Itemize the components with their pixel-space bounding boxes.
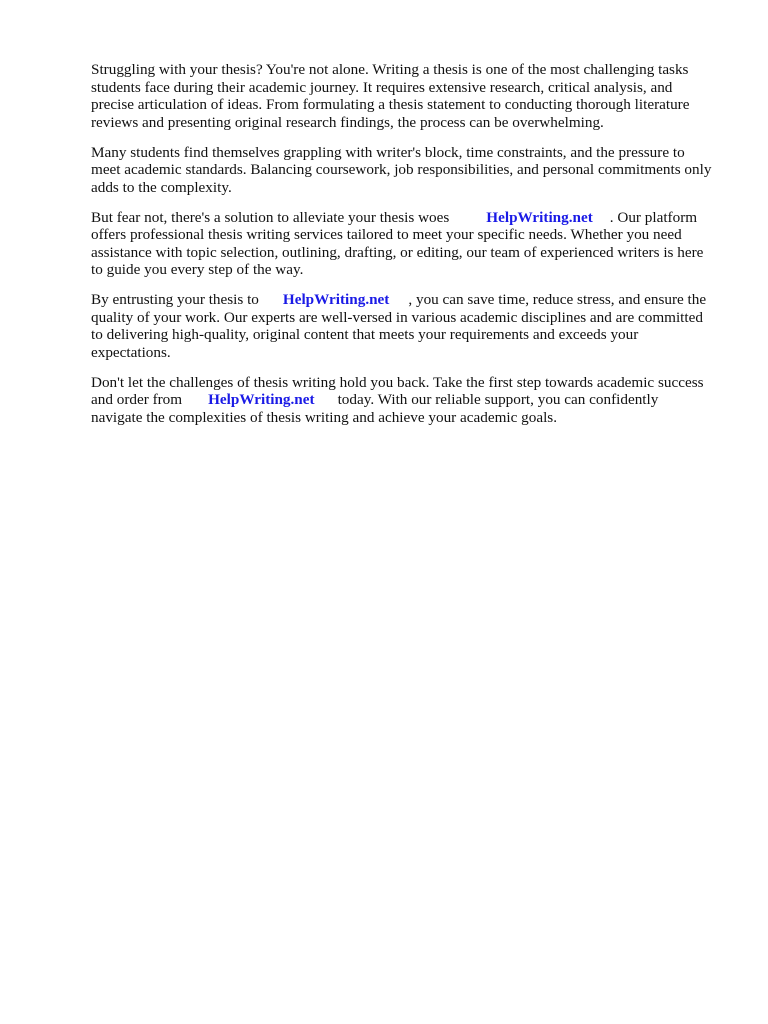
text-line [91,391,731,409]
text-line [91,291,731,309]
text-line: adds to the complexity. [91,178,232,196]
paragraph-entrust [91,291,731,361]
paragraph-call-to-action [91,374,731,427]
text-segment: today. With our reliable support, you can confidently [337,391,659,408]
text-line: quality of your work. Our experts are well-versed in various academic disciplines and are committed [91,308,703,326]
text-line: reviews and presenting original research findings, the process can be overwhelming. [91,113,604,131]
text-line: offers professional thesis writing services tailored to meet your specific needs. Whether you need [91,226,682,243]
text-line [91,209,731,227]
text-segment: and order from [91,391,183,408]
paragraph-solution [91,209,731,279]
text-segment: By entrusting your thesis to [91,291,259,308]
text-line: Struggling with your thesis? You're not alone. Writing a thesis is one of the most challenging tasks [91,61,689,78]
text-line: navigate the complexities of thesis writing and achieve your academic goals. [91,408,558,426]
document-body [91,61,731,439]
text-line: meet academic standards. Balancing coursework, job responsibilities, and personal commitments only [91,161,712,178]
text-line: expectations. [91,343,171,361]
text-line: to delivering high-quality, original content that meets your requirements and exceeds your [91,326,639,343]
text-segment: . Our platform [609,208,698,226]
helpwriting-link[interactable]: HelpWriting.net [208,391,315,408]
text-line: Don't let the challenges of thesis writing hold you back. Take the first step towards academic success [91,373,704,391]
text-line: precise articulation of ideas. From formulating a thesis statement to conducting thorough literature [91,96,690,113]
helpwriting-link[interactable]: HelpWriting.net [282,291,390,308]
paragraph-intro [91,61,731,131]
text-line: students face during their academic journey. It requires extensive research, critical analysis, and [91,78,673,96]
text-line: assistance with topic selection, outlining, drafting, or editing, our team of experienced writers is here [91,243,704,261]
paragraph-struggles [91,144,731,197]
text-line: Many students find themselves grappling with writer's block, time constraints, and the pressure to [91,143,685,161]
text-line: to guide you every step of the way. [91,261,304,278]
helpwriting-link[interactable]: HelpWriting.net [486,208,593,226]
text-segment: But fear not, there's a solution to alleviate your thesis woes [91,208,450,226]
text-segment: , you can save time, reduce stress, and ensure the [408,291,707,308]
